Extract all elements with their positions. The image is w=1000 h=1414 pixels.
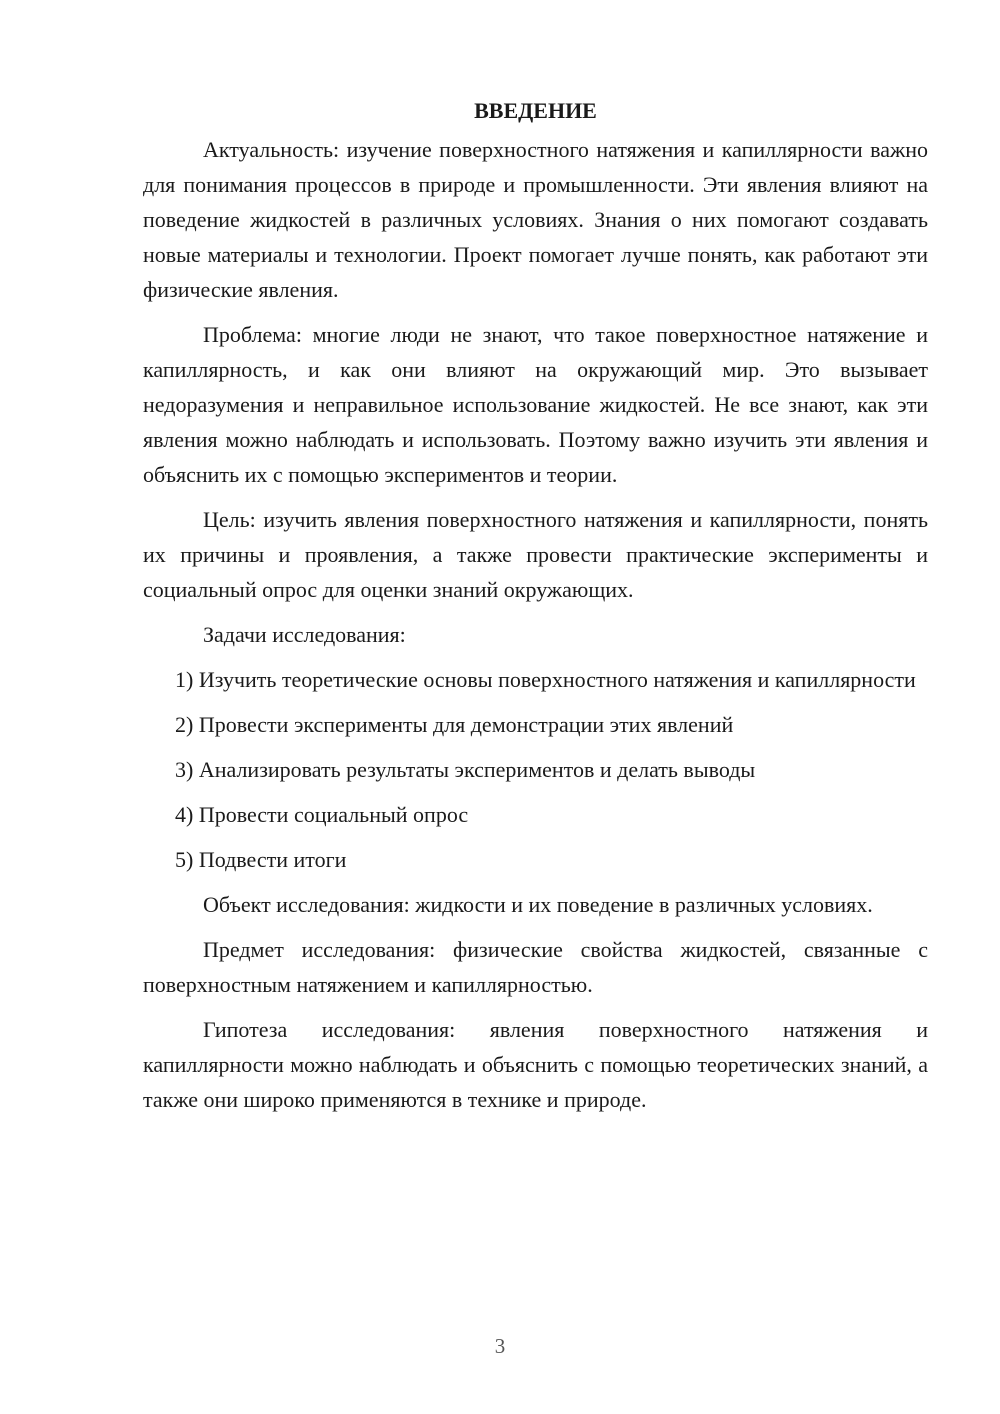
list-item: 4) Провести социальный опрос [175,802,469,827]
tasks-heading: Задачи исследования: [203,622,406,647]
list-item: 3) Анализировать результаты экспериментов и делать выводы [175,757,756,782]
list-item: 2) Провести эксперименты для демонстрации этих явлений [175,712,734,737]
tasks-list [143,662,928,877]
paragraph-object: Объект исследования: жидкости и их поведение в различных условиях. [203,892,873,917]
paragraph-goal: Цель: изучить явления поверхностного натяжения и капиллярности, понять их причины и проявления, а также провести практические эксперименты и социальный опрос для оценки знаний окружающих. [143,507,928,602]
paragraph-subject: Предмет исследования: физические свойства жидкостей, связанные с поверхностным натяжением и капиллярностью. [143,937,928,997]
paragraph-relevance: Актуальность: изучение поверхностного натяжения и капиллярности важно для понимания процессов в природе и промышленности. Эти явления влияют на поведение жидкостей в различных условиях. Знания о них помогают создавать новые материалы и технологии. Проект помогает лучше понять, как работают эти физические явления. [143,137,928,302]
page-number: 3 [494,1334,506,1358]
list-item: 5) Подвести итоги [175,847,347,872]
paragraph-problem: Проблема: многие люди не знают, что такое поверхностное натяжение и капиллярность, и как они влияют на окружающий мир. Это вызывает недоразумения и неправильное использование жидкостей. Не все знают, как эти явления можно наблюдать и использовать. Поэтому важно изучить эти явления и объяснить их с помощью экспериментов и теории. [143,322,928,487]
paragraph-hypothesis: Гипотеза исследования: явления поверхностного натяжения и капиллярности можно наблюдать и объяснить с помощью теоретических знаний, а также они широко применяются в технике и природе. [143,1017,928,1112]
document-page [143,93,928,1127]
page-title: ВВЕДЕНИЕ [474,98,597,123]
list-item: 1) Изучить теоретические основы поверхностного натяжения и капиллярности [175,667,916,692]
